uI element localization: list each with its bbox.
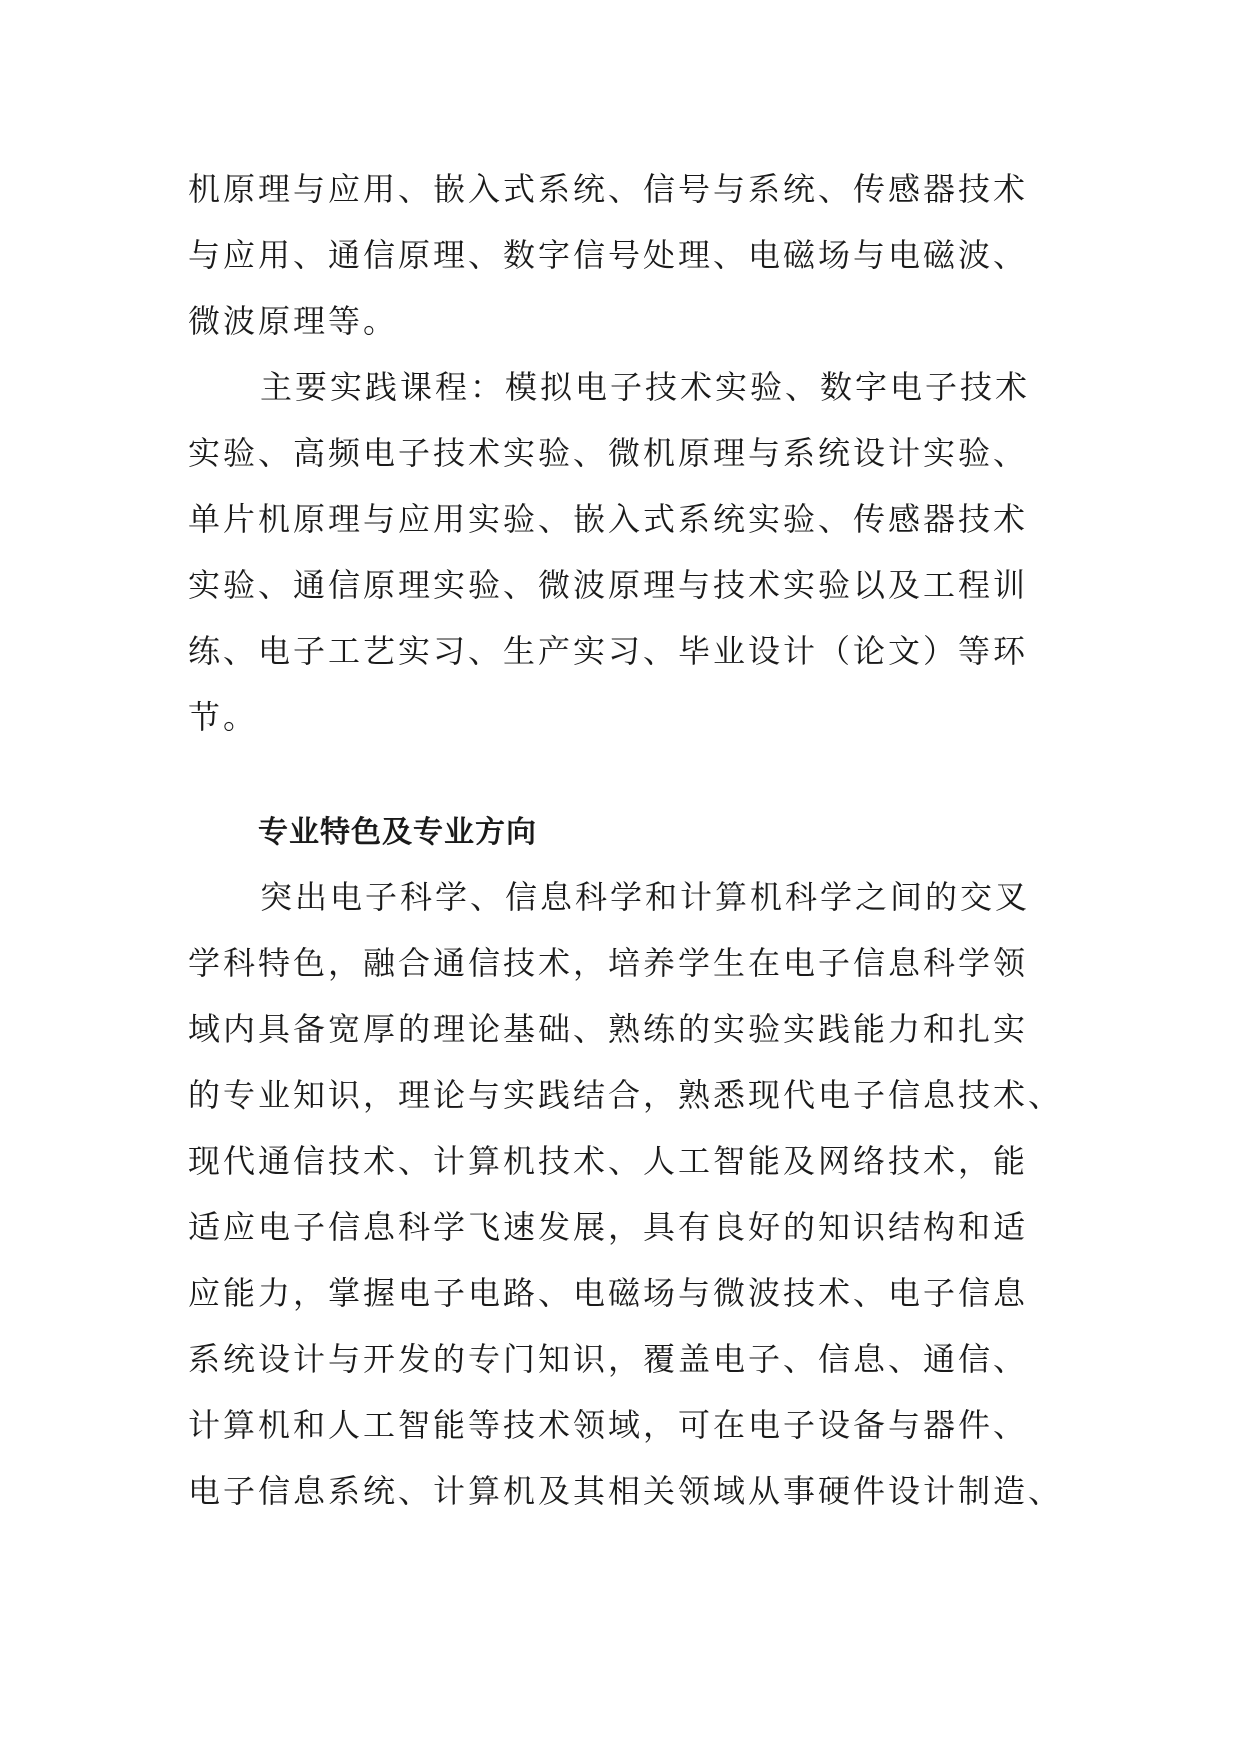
text-line: 适应电子信息科学飞速发展，具有良好的知识结构和适: [188, 1208, 1029, 1246]
text-line: 主要实践课程：模拟电子技术实验、数字电子技术: [260, 368, 1031, 406]
text-line: 突出电子科学、信息科学和计算机科学之间的交叉: [260, 878, 1031, 916]
text-line: 节。: [188, 698, 259, 736]
text-line: 计算机和人工智能等技术领域，可在电子设备与器件、: [188, 1406, 1029, 1444]
text-line: 现代通信技术、计算机技术、人工智能及网络技术，能: [188, 1142, 1029, 1180]
text-line: 应能力，掌握电子电路、电磁场与微波技术、电子信息: [188, 1274, 1029, 1312]
text-line: 学科特色，融合通信技术，培养学生在电子信息科学领: [188, 944, 1029, 982]
text-line: 机原理与应用、嵌入式系统、信号与系统、传感器技术: [188, 170, 1029, 208]
text-line: 微波原理等。: [188, 302, 399, 340]
text-line: 系统设计与开发的专门知识，覆盖电子、信息、通信、: [188, 1340, 1029, 1378]
text-line: 与应用、通信原理、数字信号处理、电磁场与电磁波、: [188, 236, 1029, 274]
text-line: 实验、通信原理实验、微波原理与技术实验以及工程训: [188, 566, 1029, 604]
text-line: 练、电子工艺实习、生产实习、毕业设计（论文）等环: [188, 632, 1029, 670]
feature-paragraph: [188, 864, 1068, 1524]
course-paragraphs: [188, 156, 1068, 750]
text-line: 单片机原理与应用实验、嵌入式系统实验、传感器技术: [188, 500, 1029, 538]
section-heading: 专业特色及专业方向: [258, 815, 537, 850]
text-line: 电子信息系统、计算机及其相关领域从事硬件设计制造、: [188, 1472, 1064, 1510]
text-line: 域内具备宽厚的理论基础、熟练的实验实践能力和扎实: [188, 1010, 1029, 1048]
text-line: 实验、高频电子技术实验、微机原理与系统设计实验、: [188, 434, 1029, 472]
text-line: 的专业知识，理论与实践结合，熟悉现代电子信息技术、: [188, 1076, 1064, 1114]
